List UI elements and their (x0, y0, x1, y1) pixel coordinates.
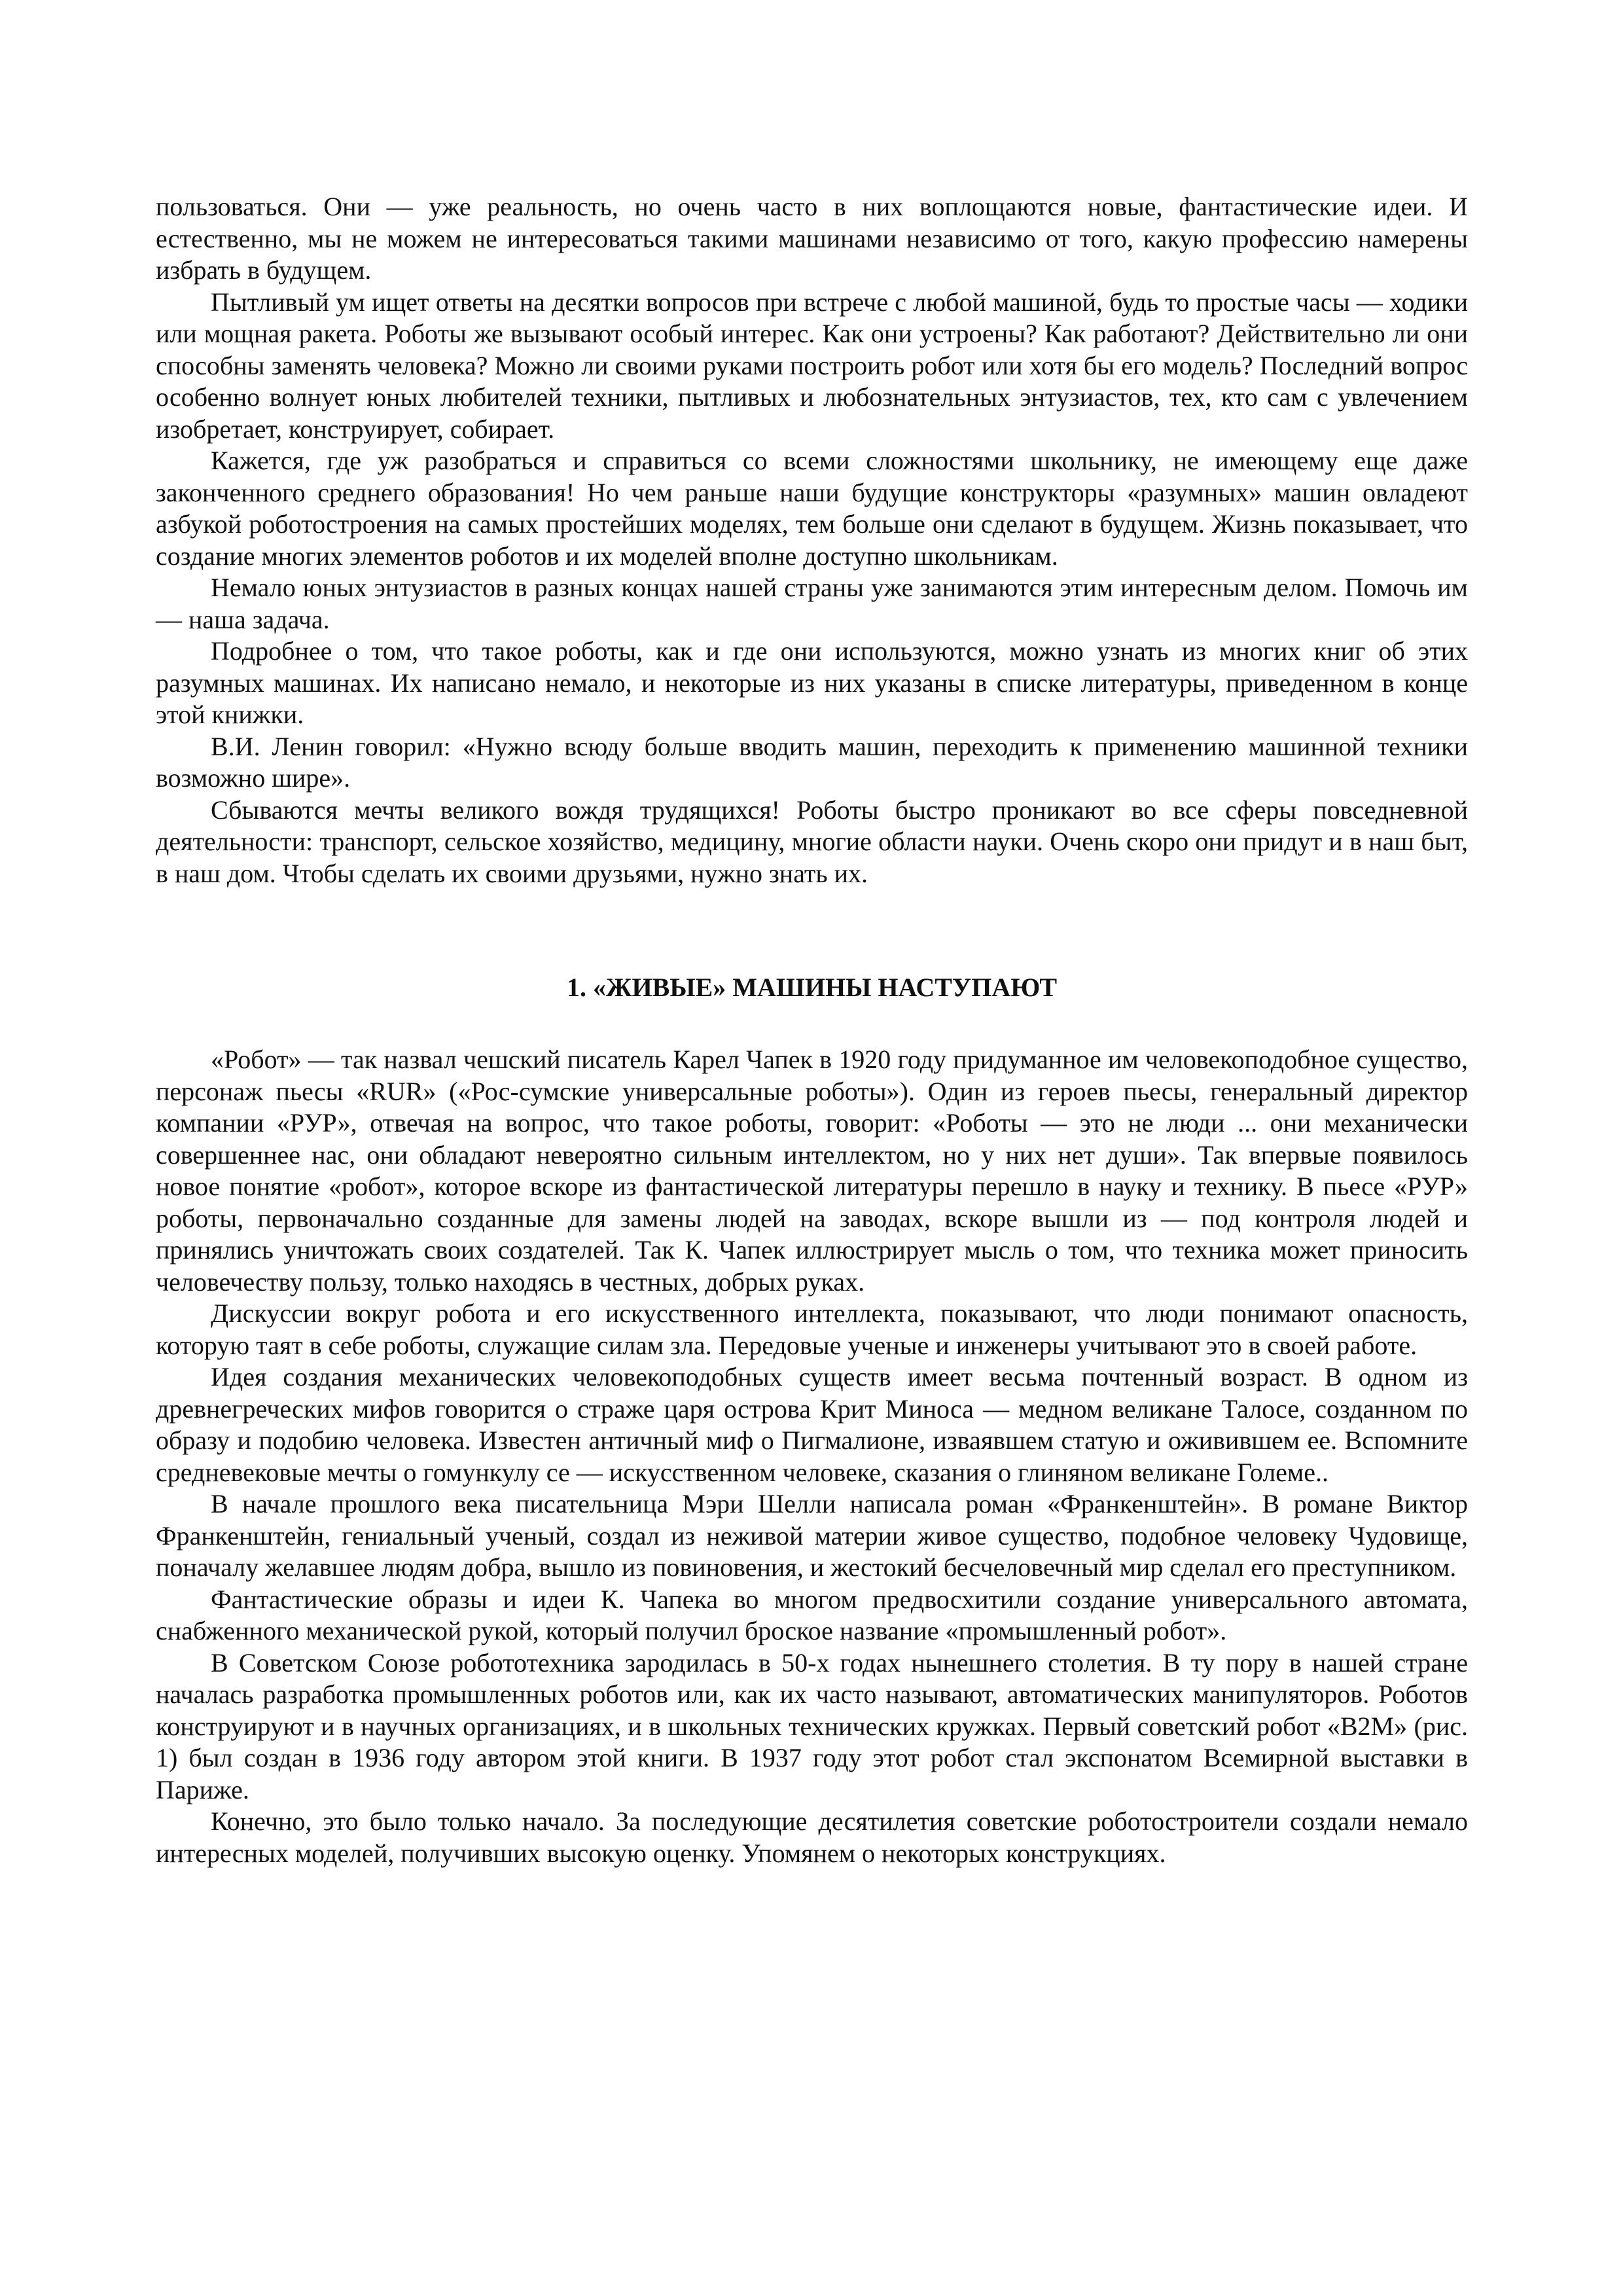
paragraph: В.И. Ленин говорил: «Нужно всюду больше вводить машин, переходить к применению машинной техники возможно шире». (156, 731, 1468, 793)
paragraph: пользоваться. Они — уже реальность, но очень часто в них воплощаются новые, фантастические идеи. И естественно, мы не можем не интересоваться такими машинами независимо от того, какую профессию намерены избрать в будущем. (156, 192, 1468, 285)
paragraph: Подробнее о том, что такое роботы, как и где они используются, можно узнать из многих книг об этих разумных машинах. Их написано немало, и некоторые из них указаны в списке литературы, приведенном в конце этой книжки. (156, 636, 1468, 729)
intro-section (156, 191, 1468, 889)
chapter-section (156, 1044, 1468, 1869)
paragraph: Сбываются мечты великого вождя трудящихся! Роботы быстро проникают во все сферы повседневной деятельности: транспорт, сельское хозяйство, медицину, многие области науки. Очень скоро они придут и в наш быт, в наш дом. Чтобы сделать их своими друзьями, нужно знать их. (156, 795, 1468, 888)
document-page (156, 191, 1468, 1869)
paragraph: Фантастические образы и идеи К. Чапека во многом предвосхитили создание универсального автомата, снабженного механической рукой, который получил броское название «промышленный робот». (156, 1584, 1468, 1645)
paragraph: Немало юных энтузиастов в разных концах нашей страны уже занимаются этим интересным делом. Помочь им — наша задача. (156, 573, 1468, 634)
paragraph: Дискуссии вокруг робота и его искусственного интеллекта, показывают, что люди понимают опасность, которую таят в себе роботы, служащие силам зла. Передовые ученые и инженеры учитывают это в своей работе. (156, 1299, 1468, 1360)
paragraph: Пытливый ум ищет ответы на десятки вопросов при встрече с любой машиной, будь то простые часы — ходики или мощная ракета. Роботы же вызывают особый интерес. Как они устроены? Как работают? Действительно ли они способны заменять человека? Можно ли своими руками построить робот или хотя бы его модель? Последний вопрос особенно волнует юных любителей техники, пытливых и любознательных энтузиастов, тех, кто сам с увлечением изобретает, конструирует, собирает. (156, 287, 1468, 444)
paragraph: В Советском Союзе робототехника зародилась в 50-х годах нынешнего столетия. В ту пору в нашей стране началась разработка промышленных роботов или, как их часто называют, автоматических манипуляторов. Роботов конструируют и в научных организациях, и в школьных технических кружках. Первый советский робот «В2М» (рис. 1) был создан в 1936 году автором этой книги. В 1937 году этот робот стал экспонатом Всемирной выставки в Париже. (156, 1647, 1468, 1804)
paragraph: Конечно, это было только начало. За последующие десятилетия советские роботостроители создали немало интересных моделей, получивших высокую оценку. Упомянем о некоторых конструкциях. (156, 1806, 1468, 1868)
paragraph: Кажется, где уж разобраться и справиться со всеми сложностями школьнику, не имеющему еще даже законченного среднего образования! Но чем раньше наши будущие конструкторы «разумных» машин овладеют азбукой роботостроения на самых простейших моделях, тем больше они сделают в будущем. Жизнь показывает, что создание многих элементов роботов и их моделей вполне доступно школьникам. (156, 446, 1468, 571)
paragraph: Идея создания механических человекоподобных существ имеет весьма почтенный возраст. В одном из древнегреческих мифов говорится о страже царя острова Крит Миноса — медном великане Талосе, созданном по образу и подобию человека. Известен античный миф о Пигмалионе, изваявшем статую и оживившем ее. Вспомните средневековые мечты о гомункулу се — искусственном человеке, сказания о глиняном великане Големе.. (156, 1362, 1468, 1487)
paragraph: В начале прошлого века писательница Мэри Шелли написала роман «Франкенштейн». В романе Виктор Франкенштейн, гениальный ученый, создал из неживой материи живое существо, подобное человеку Чудовище, поначалу желавшее людям добра, вышло из повиновения, и жестокий бесчеловечный мир сделал его преступником. (156, 1489, 1468, 1582)
paragraph: «Робот» — так назвал чешский писатель Карел Чапек в 1920 году придуманное им человекоподобное существо, персонаж пьесы «RUR» («Рос-сумские универсальные роботы»). Один из героев пьесы, генеральный директор компании «РУР», отвечая на вопрос, что такое роботы, говорит: «Роботы — это не люди ... они механически совершеннее нас, они обладают невероятно сильным интеллектом, но у них нет души». Так впервые появилось новое понятие «робот», которое вскоре из фантастической литературы перешло в науку и технику. В пьесе «РУР» роботы, первоначально созданные для замены людей на заводах, вскоре вышли из — под контроля людей и принялись уничтожать своих создателей. Так К. Чапек иллюстрирует мысль о том, что техника может приносить человечеству пользу, только находясь в честных, добрых руках. (156, 1045, 1468, 1297)
chapter-title: 1. «ЖИВЫЕ» МАШИНЫ НАСТУПАЮТ (566, 973, 1058, 1002)
